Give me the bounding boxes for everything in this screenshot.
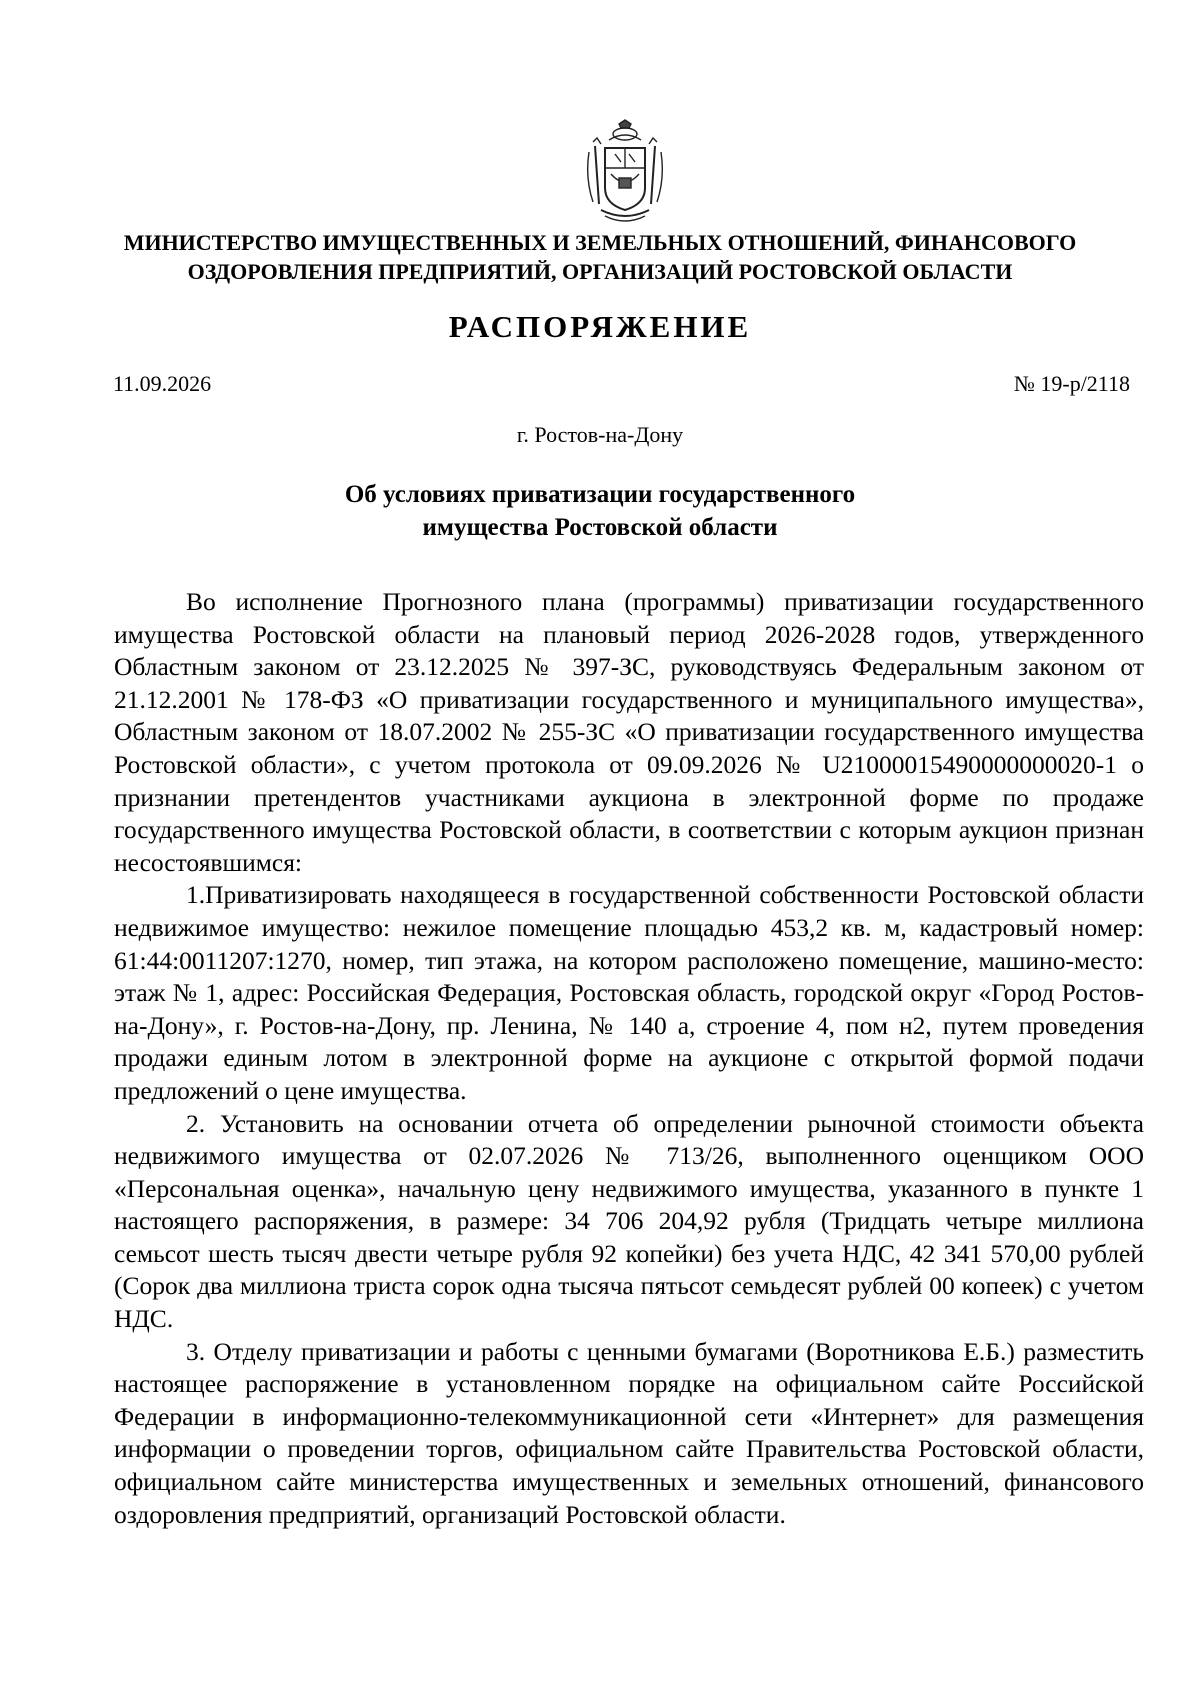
document-type-title: РАСПОРЯЖЕНИЕ <box>448 309 752 344</box>
item-1-paragraph: 1.Приватизировать находящееся в государственной собственности Ростовской области недвижимое имущество: нежилое помещение площадью 453,2 кв. м, кадастровый номер: 61:44:0011207:1270, номер, тип этажа, на котором расположено помещение, машино-место: этаж № 1, адрес: Российская Федерация, Ростовская область, городской округ «Город Ростов-на-Дону», г. Ростов-на-Дону, пр. Ленина, № 140 а, строение 4, пом н2, путем проведения продажи единым лотом в электронной форме на аукционе с открытой формой подачи предложений о цене имущества. <box>114 880 1144 1105</box>
subject-line-2: имущества Ростовской области <box>422 514 778 541</box>
ministry-name <box>100 228 1100 286</box>
item-2-paragraph: 2. Установить на основании отчета об определении рыночной стоимости объекта недвижимого имущества от 02.07.2026 № 713/26, выполненного оценщиком ООО «Персональная оценка», начальную цену недвижимого имущества, указанного в пункте 1 настоящего распоряжения, в размере: 34 706 204,92 рубля (Тридцать четыре миллиона семьсот шесть тысяч двести четыре рубля 92 копейки) без учета НДС, 42 341 570,00 рублей (Сорок два миллиона триста сорок одна тысяча пятьсот семьдесят рублей 00 копеек) с учетом НДС. <box>114 1108 1144 1334</box>
document-subject <box>200 478 1000 544</box>
ministry-name-line-1: МИНИСТЕРСТВО ИМУЩЕСТВЕННЫХ И ЗЕМЕЛЬНЫХ ОТНОШЕНИЙ, ФИНАНСОВОГО <box>123 230 1077 255</box>
item-3-paragraph: 3. Отделу приватизации и работы с ценными бумагами (Воротникова Е.Б.) разместить настоящее распоряжение в установленном порядке на официальном сайте Российской Федерации в информационно-телекоммуникационной сети «Интернет» для размещения информации о проведении торгов, официальном сайте Правительства Ростовской области, официальном сайте министерства имущественных и земельных отношений, финансового оздоровления предприятий, организаций Ростовской области. <box>114 1336 1144 1529</box>
document-date: 11.09.2026 <box>113 371 212 396</box>
issue-city: г. Ростов-на-Дону <box>516 422 684 447</box>
document-number: № 19-р/2118 <box>1013 371 1130 396</box>
coat-of-arms-icon <box>575 118 675 228</box>
preamble-paragraph: Во исполнение Прогнозного плана (программы) приватизации государственного имущества Ростовской области на плановый период 2026-2028 годов, утвержденного Областным законом от 23.12.2025 № 397-ЗС, руководствуясь Федеральным законом от 21.12.2001 № 178-ФЗ «О приватизации государственного и муниципального имущества», Областным законом от 18.07.2002 № 255-ЗС «О приватизации государственного имущества Ростовской области», с учетом протокола от 09.09.2026 № U21000015490000000020-1 о признании претендентов участниками аукциона в электронной форме по продаже государственного имущества Ростовской области, в соответствии с которым аукцион признан несостоявшимся: <box>114 587 1144 877</box>
ministry-name-line-2: ОЗДОРОВЛЕНИЯ ПРЕДПРИЯТИЙ, ОРГАНИЗАЦИЙ РОСТОВСКОЙ ОБЛАСТИ <box>187 259 1013 284</box>
subject-line-1: Об условиях приватизации государственного <box>344 481 856 508</box>
document-body <box>114 586 1144 1531</box>
